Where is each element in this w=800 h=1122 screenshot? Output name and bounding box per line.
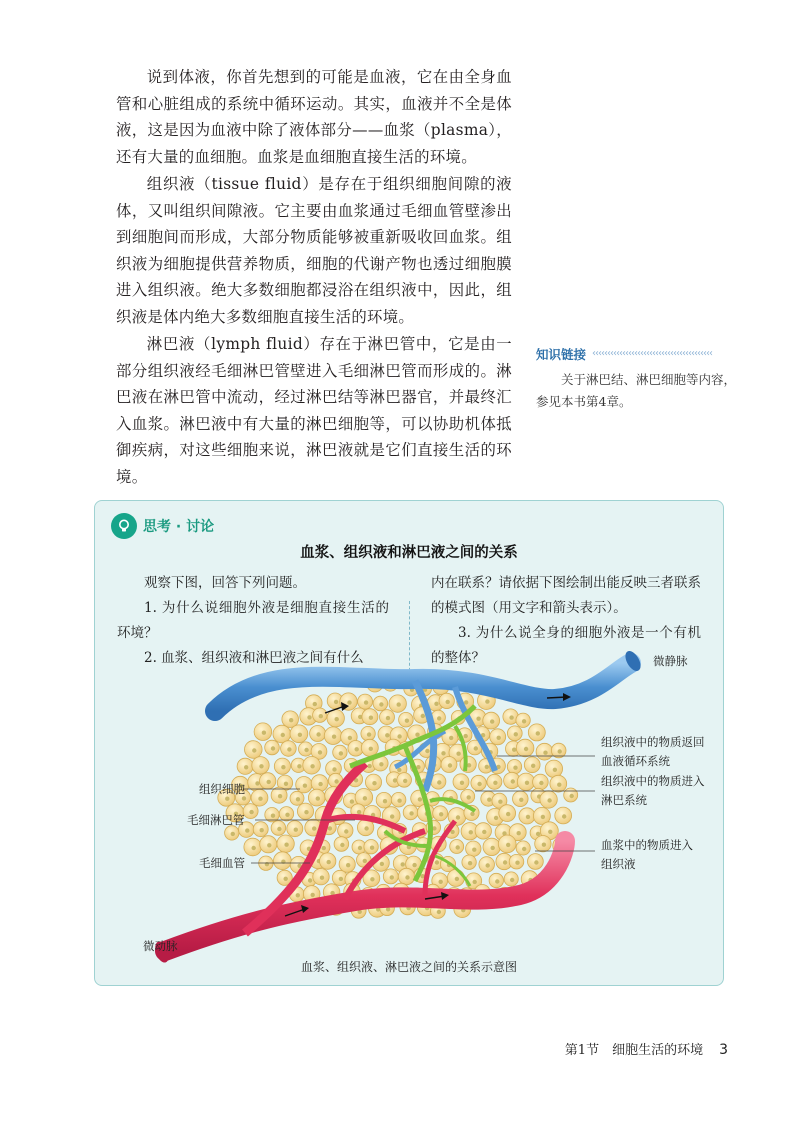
- cell-nucleus: [494, 816, 498, 820]
- cell-nucleus: [468, 861, 472, 865]
- cell-nucleus: [328, 826, 332, 830]
- cell-nucleus: [260, 828, 264, 832]
- cell-nucleus: [448, 763, 452, 767]
- cell-nucleus: [558, 749, 562, 753]
- cell-nucleus: [434, 702, 438, 706]
- cell-nucleus: [513, 766, 517, 770]
- cell-nucleus: [421, 714, 425, 718]
- cell-nucleus: [242, 796, 246, 800]
- cell-nucleus: [363, 859, 367, 863]
- cell-nucleus: [383, 799, 387, 803]
- cell-nucleus: [412, 863, 416, 867]
- diagram-caption: 血浆、组织液、淋巴液之间的关系示意图: [300, 960, 518, 974]
- cell-nucleus: [557, 783, 561, 787]
- label-arteriole: 微动脉: [143, 939, 178, 953]
- cell-nucleus: [296, 893, 300, 897]
- label-plasma-tissue-line2: 组织液: [601, 857, 636, 871]
- cell-nucleus: [344, 829, 348, 833]
- cell-nucleus: [284, 843, 288, 847]
- cell-nucleus: [318, 782, 322, 786]
- cell-nucleus: [252, 748, 256, 752]
- cell-nucleus: [358, 846, 362, 850]
- cell-nucleus: [401, 862, 405, 866]
- label-enter-lymph-line1: 组织液中的物质进入: [601, 774, 705, 788]
- cell-nucleus: [539, 781, 543, 785]
- cell-nucleus: [298, 733, 302, 737]
- cell-nucleus: [415, 733, 419, 737]
- cell-nucleus: [284, 782, 288, 786]
- cell-nucleus: [335, 717, 339, 721]
- cell-nucleus: [334, 700, 338, 704]
- cell-nucleus: [364, 826, 368, 830]
- question-1: 1. 为什么说细胞外液是细胞直接生活的环境？: [117, 600, 389, 641]
- knowledge-link-text: 关于淋巴结、淋巴细胞等内容，参见本书第4章。: [536, 372, 737, 409]
- cell-nucleus: [456, 752, 460, 756]
- label-blood-capillary: 毛细血管: [199, 856, 245, 870]
- cell-nucleus: [385, 733, 389, 737]
- cell-nucleus: [334, 779, 338, 783]
- cell-nucleus: [320, 876, 324, 880]
- cell-nucleus: [249, 810, 253, 814]
- question-3: 3. 为什么说全身的细胞外液是一个有机的整体？: [431, 625, 701, 666]
- cell-nucleus: [312, 826, 316, 830]
- cell-nucleus: [379, 702, 383, 706]
- paragraph-lymph: 淋巴液（lymph fluid）存在于淋巴管中，它是由一部分组织液经毛细淋巴管壁进入毛细淋巴管而形成的。淋巴液在淋巴管中流动，经过淋巴结等淋巴器官，并最终汇入血浆。淋巴液中有大量的淋巴细胞等，可以协助机体抵御疾病，对这些细胞来说，淋巴液就是它们直接生活的环境。: [116, 335, 512, 486]
- cell-nucleus: [405, 719, 409, 723]
- cell-nucleus: [472, 848, 476, 852]
- question-2: 2. 血浆、组织液和淋巴液之间有什么: [144, 650, 364, 666]
- cell-nucleus: [332, 735, 336, 739]
- cell-nucleus: [534, 860, 538, 864]
- label-lymph-capillary: 毛细淋巴管: [187, 813, 245, 827]
- cell-nucleus: [464, 700, 468, 704]
- label-enter-lymph-line2: 淋巴系统: [601, 793, 647, 807]
- label-return-blood-line1: 组织液中的物质返回: [601, 735, 705, 749]
- cell-nucleus: [327, 860, 331, 864]
- cell-nucleus: [509, 715, 513, 719]
- cell-nucleus: [486, 863, 490, 867]
- label-venule: 微静脉: [653, 654, 688, 668]
- cell-nucleus: [425, 749, 429, 753]
- cell-nucleus: [498, 800, 502, 804]
- cell-nucleus: [346, 863, 350, 867]
- cell-nucleus: [278, 794, 282, 798]
- cell-nucleus: [548, 830, 552, 834]
- cell-nucleus: [386, 716, 390, 720]
- cell-nucleus: [485, 765, 489, 769]
- cell-nucleus: [308, 878, 312, 882]
- footer-section: 第1节 细胞生活的环境: [564, 1043, 704, 1058]
- cell-nucleus: [281, 733, 285, 737]
- discussion-label: 思考 · 讨论: [143, 519, 215, 535]
- discussion-box: [94, 500, 724, 986]
- discussion-intro: 观察下图，回答下列问题。: [144, 575, 306, 591]
- cell-nucleus: [495, 879, 499, 883]
- cell-nucleus: [403, 779, 407, 783]
- cell-nucleus: [536, 832, 540, 836]
- cell-nucleus: [244, 765, 248, 769]
- cell-nucleus: [491, 846, 495, 850]
- cell-nucleus: [319, 714, 323, 718]
- cell-nucleus: [469, 830, 473, 834]
- cell-nucleus: [339, 751, 343, 755]
- cell-nucleus: [397, 799, 401, 803]
- cell-nucleus: [347, 700, 351, 704]
- tissue-cell-cluster: [218, 676, 578, 919]
- cell-nucleus: [369, 716, 373, 720]
- cell-nucleus: [259, 764, 263, 768]
- cell-nucleus: [536, 731, 540, 735]
- cell-nucleus: [490, 719, 494, 723]
- cell-nucleus: [339, 877, 343, 881]
- cell-nucleus: [543, 751, 547, 755]
- knowledge-link-title: 知识链接: [536, 347, 587, 362]
- cell-nucleus: [511, 779, 515, 783]
- cell-nucleus: [289, 718, 293, 722]
- cell-nucleus: [316, 796, 320, 800]
- cell-nucleus: [322, 846, 326, 850]
- vessel-diagram: [95, 501, 723, 985]
- cell-nucleus: [316, 732, 320, 736]
- label-tissue-cell: 组织细胞: [199, 782, 245, 796]
- cell-nucleus: [318, 750, 322, 754]
- cell-nucleus: [390, 814, 394, 818]
- cell-nucleus: [303, 784, 307, 788]
- cell-nucleus: [307, 715, 311, 719]
- cell-nucleus: [485, 699, 489, 703]
- cell-nucleus: [503, 860, 507, 864]
- cell-nucleus: [493, 781, 497, 785]
- cell-nucleus: [386, 907, 390, 911]
- cell-nucleus: [517, 831, 521, 835]
- cell-nucleus: [271, 746, 275, 750]
- cell-nucleus: [313, 702, 317, 706]
- cell-nucleus: [296, 797, 300, 801]
- cell-nucleus: [364, 700, 368, 704]
- chevron-decoration-icon: ‹‹‹‹‹‹‹‹‹‹‹‹‹‹‹‹‹‹‹‹‹‹‹‹‹‹‹‹‹‹‹‹‹‹‹‹‹‹‹‹: [592, 349, 712, 359]
- cell-nucleus: [277, 827, 281, 831]
- question-2-continued: 内在联系？请依据下图绘制出能反映三者联系的模式图（用文字和箭头表示）。: [431, 575, 701, 616]
- cell-nucleus: [524, 747, 528, 751]
- cell-nucleus: [409, 811, 413, 815]
- cell-nucleus: [455, 877, 459, 881]
- knowledge-link-header: [536, 345, 736, 363]
- cell-nucleus: [437, 910, 441, 914]
- knowledge-link-sidebar: [536, 345, 736, 413]
- cell-nucleus: [363, 796, 367, 800]
- cell-nucleus: [311, 893, 315, 897]
- cell-nucleus: [460, 781, 464, 785]
- cell-nucleus: [350, 799, 354, 803]
- cell-nucleus: [467, 795, 471, 799]
- cell-nucleus: [542, 843, 546, 847]
- cell-nucleus: [515, 861, 519, 865]
- cell-nucleus: [397, 734, 401, 738]
- cell-nucleus: [262, 731, 266, 735]
- cell-nucleus: [562, 814, 566, 818]
- cell-nucleus: [547, 798, 551, 802]
- cell-nucleus: [304, 810, 308, 814]
- cell-nucleus: [281, 765, 285, 769]
- cell-nucleus: [258, 797, 262, 801]
- cell-nucleus: [304, 748, 308, 752]
- cell-nucleus: [370, 877, 374, 881]
- cell-nucleus: [437, 716, 441, 720]
- cell-nucleus: [525, 781, 529, 785]
- cell-nucleus: [271, 814, 275, 818]
- cell-nucleus: [357, 810, 361, 814]
- cell-nucleus: [449, 736, 453, 740]
- cell-nucleus: [541, 815, 545, 819]
- cell-nucleus: [380, 862, 384, 866]
- paragraph-blood: 说到体液，你首先想到的可能是血液，它在由全身血管和心脏组成的系统中循环运动。其实，血液并不全是体液，这是因为血液中除了液体部分——血浆（plasma），还有大量的血细胞。血浆是血细胞直接生活的环境。: [116, 68, 512, 166]
- cell-nucleus: [310, 764, 314, 768]
- cell-nucleus: [294, 828, 298, 832]
- cell-nucleus: [570, 794, 574, 798]
- paragraph-tissue-fluid: 组织液（tissue fluid）是存在于组织细胞间隙的液体，又叫组织间隙液。它主要由血浆通过毛细血管壁渗出到细胞间而形成，大部分物质能够被重新吸收回血浆。组织液为细胞提供营养物质，细胞的代谢产物也透过细胞膜进入组织液。绝大多数细胞都浸浴在组织液中，因此，组织液是体内绝大多数细胞直接生活的环境。: [116, 175, 512, 326]
- cell-nucleus: [456, 845, 460, 849]
- cell-nucleus: [506, 812, 510, 816]
- cell-nucleus: [370, 846, 374, 850]
- cell-nucleus: [267, 843, 271, 847]
- cell-nucleus: [482, 830, 486, 834]
- main-text: [116, 64, 512, 490]
- cell-nucleus: [367, 764, 371, 768]
- cell-nucleus: [512, 748, 516, 752]
- cell-nucleus: [474, 746, 478, 750]
- cell-nucleus: [372, 781, 376, 785]
- cell-nucleus: [297, 764, 301, 768]
- cell-nucleus: [285, 813, 289, 817]
- cell-nucleus: [522, 719, 526, 723]
- cell-nucleus: [340, 843, 344, 847]
- cell-nucleus: [369, 747, 373, 751]
- cell-nucleus: [522, 847, 526, 851]
- cell-nucleus: [437, 780, 441, 784]
- cell-nucleus: [531, 764, 535, 768]
- cell-nucleus: [553, 768, 557, 772]
- cell-nucleus: [456, 815, 460, 819]
- cell-nucleus: [487, 798, 491, 802]
- label-return-blood-line2: 血液循环系统: [601, 754, 670, 768]
- cell-nucleus: [519, 798, 523, 802]
- cell-nucleus: [510, 878, 514, 882]
- label-plasma-tissue-line1: 血浆中的物质进入: [601, 838, 693, 852]
- cell-nucleus: [476, 717, 480, 721]
- cell-nucleus: [441, 751, 445, 755]
- cell-nucleus: [355, 747, 359, 751]
- cell-nucleus: [397, 702, 401, 706]
- cell-nucleus: [284, 877, 288, 881]
- cell-nucleus: [255, 781, 259, 785]
- cell-nucleus: [379, 762, 383, 766]
- cell-nucleus: [390, 875, 394, 879]
- cell-nucleus: [497, 736, 501, 740]
- cell-nucleus: [439, 812, 443, 816]
- cell-nucleus: [348, 736, 352, 740]
- discussion-title: 血浆、组织液和淋巴液之间的关系: [300, 545, 518, 561]
- cell-nucleus: [473, 880, 477, 884]
- cell-nucleus: [418, 797, 422, 801]
- cell-nucleus: [405, 875, 409, 879]
- cell-nucleus: [506, 843, 510, 847]
- cell-nucleus: [435, 860, 439, 864]
- cell-nucleus: [231, 832, 235, 836]
- cell-nucleus: [332, 767, 336, 771]
- cell-nucleus: [514, 732, 518, 736]
- cell-nucleus: [252, 846, 256, 850]
- page-footer: [565, 1039, 728, 1058]
- page-number: 3: [719, 1042, 728, 1058]
- cell-nucleus: [446, 700, 450, 704]
- cell-nucleus: [439, 880, 443, 884]
- cell-nucleus: [367, 732, 371, 736]
- cell-nucleus: [245, 828, 249, 832]
- cell-nucleus: [526, 815, 530, 819]
- cell-nucleus: [267, 780, 271, 784]
- cell-nucleus: [287, 747, 291, 751]
- cell-nucleus: [464, 734, 468, 738]
- cell-nucleus: [477, 782, 481, 786]
- cell-nucleus: [225, 797, 229, 801]
